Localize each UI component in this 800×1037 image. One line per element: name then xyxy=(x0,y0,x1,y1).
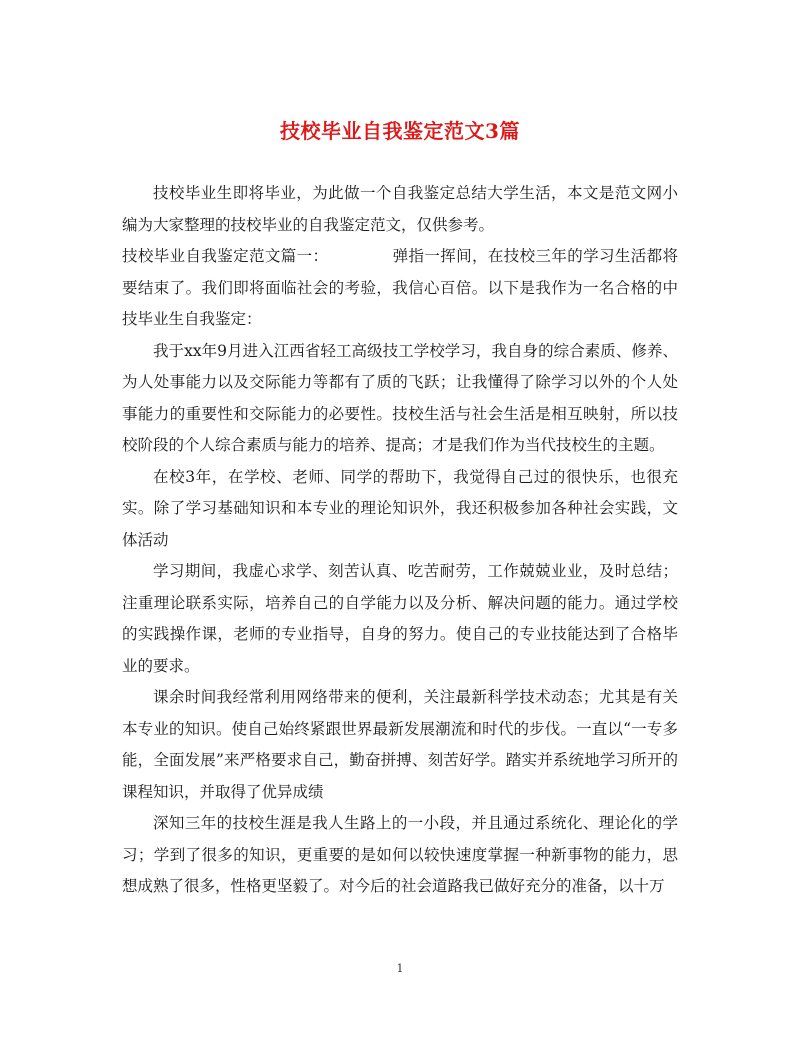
body-paragraph: 我于xx年9月进入江西省轻工高级技工学校学习，我自身的综合素质、修养、为人处事能力以及交际能力等都有了质的飞跃；让我懂得了除学习以外的个人处事能力的重要性和交际能力的必要性。技校生活与社会生活是相互映射，所以技校阶段的个人综合素质与能力的培养、提高；才是我们作为当代技校生的主题。 xyxy=(122,341,678,454)
document-title: 技校毕业自我鉴定范文3篇 xyxy=(280,119,520,143)
section-heading: 技校毕业自我鉴定范文篇一： xyxy=(122,247,329,265)
body-paragraph: 学习期间，我虚心求学、刻苦认真、吃苦耐劳，工作兢兢业业，及时总结；注重理论联系实际，培养自己的自学能力以及分析、解决问题的能力。通过学校的实践操作课，老师的专业指导，自身的努力。使自己的专业技能达到了合格毕业的要求。 xyxy=(122,562,678,675)
body-paragraph: 在校3年，在学校、老师、同学的帮助下，我觉得自己过的很快乐，也很充实。除了学习基础知识和本专业的理论知识外，我还积极参加各种社会实践，文体活动 xyxy=(122,467,678,549)
document-body xyxy=(122,178,678,903)
intro-paragraph: 技校毕业生即将毕业，为此做一个自我鉴定总结大学生活，本文是范文网小编为大家整理的技校毕业的自我鉴定范文，仅供参考。 xyxy=(122,184,678,234)
body-paragraph: 深知三年的技校生涯是我人生路上的一小段，并且通过系统化、理论化的学习；学到了很多的知识，更重要的是如何以较快速度掌握一种新事物的能力，思想成熟了很多，性格更坚毅了。对今后的社会道路我已做好充分的准备，以十万 xyxy=(122,814,678,895)
page-number: 1 xyxy=(396,962,404,975)
body-paragraph: 课余时间我经常利用网络带来的便利，关注最新科学技术动态；尤其是有关本专业的知识。使自己始终紧跟世界最新发展潮流和时代的步伐。一直以“一专多能，全面发展”来严格要求自己，勤奋拼搏、刻苦好学。踏实并系统地学习所开的课程知识，并取得了优异成绩 xyxy=(122,688,678,801)
section-paragraph xyxy=(122,241,678,336)
section-first-text: 弹指一挥间，在技校三年的学习生活都将要结束了。我们即将面临社会的考验，我信心百倍。以下是我作为一名合格的中技毕业生自我鉴定： xyxy=(122,247,678,328)
